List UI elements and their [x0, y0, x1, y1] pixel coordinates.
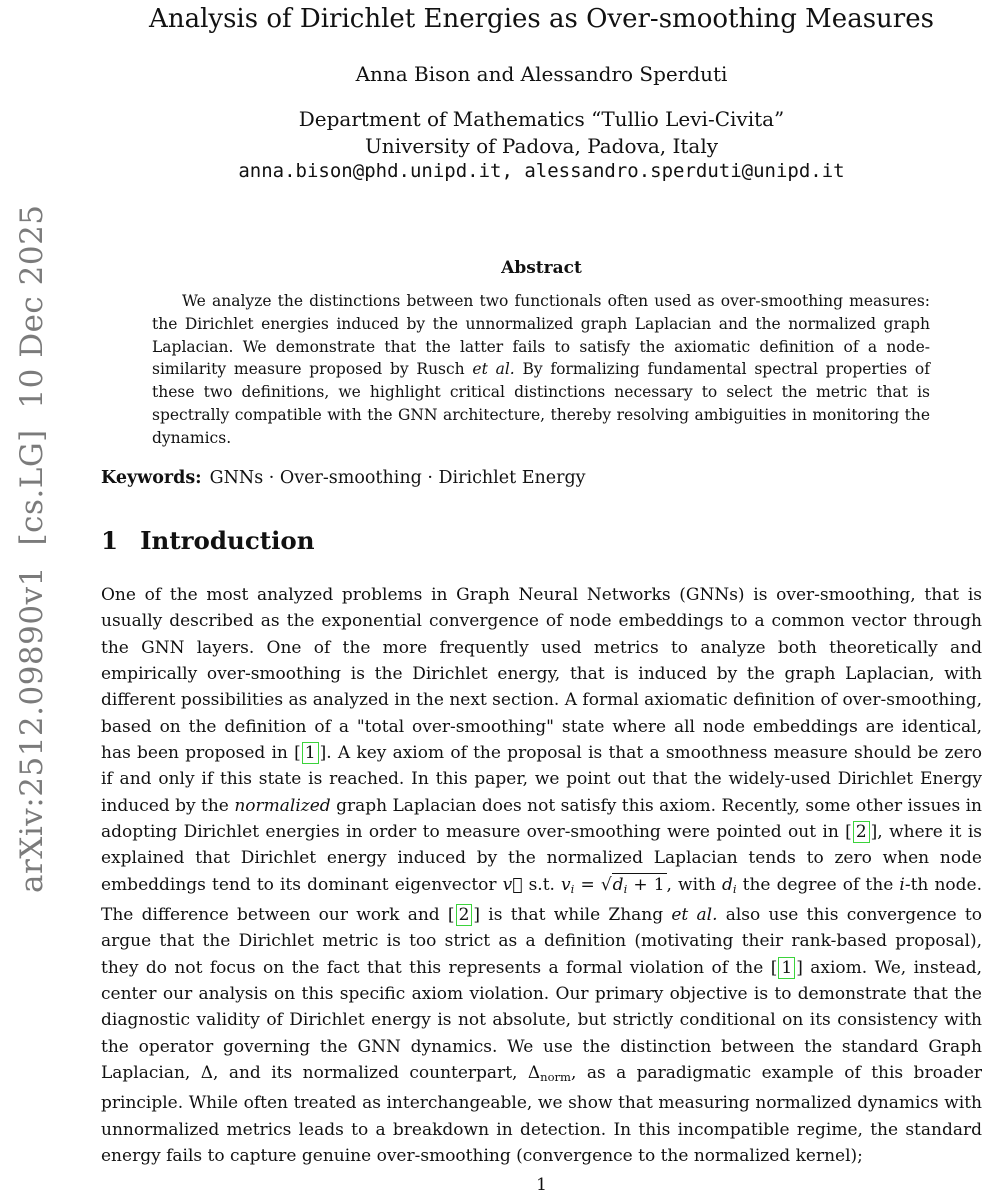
authors-line: Anna Bison and Alessandro Sperduti — [355, 62, 728, 86]
keywords-line — [101, 468, 982, 488]
citation-ref-1[interactable]: 1 — [778, 957, 795, 979]
abstract-text: We analyze the distinctions between two functionals often used as over-smoothing measures: the Dirichlet energies induced by the unnormalized graph Laplacian and the normalized graph Laplacian. We demonstrate that the latter fails to satisfy the axiomatic definition of a node-similarity measure proposed by Rusch et al. By formalizing fundamental spectral properties of these two definitions, we highlight critical distinctions necessary to select the metric that is spectrally compatible with the GNN architecture, thereby resolving ambiguities in monitoring the dynamics. — [152, 292, 930, 447]
citation-ref-2[interactable]: 2 — [456, 904, 473, 926]
keywords-text: GNNs · Over-smoothing · Dirichlet Energy — [209, 468, 586, 488]
affiliation-line-1: Department of Mathematics “Tullio Levi-Civita” — [298, 107, 785, 131]
arxiv-watermark: arXiv:2512.09890v1 [cs.LG] 10 Dec 2025 — [14, 204, 50, 893]
section-heading-introduction — [101, 526, 982, 555]
introduction-paragraph: One of the most analyzed problems in Graph Neural Networks (GNNs) is over-smoothing, that is usually described as the exponential convergence of node embeddings to a common vector through the GNN layers. One of the more frequently used metrics to analyze both theoretically and empirically over-smoothing is the Dirichlet energy, that is induced by the graph Laplacian, with different possibilities as analyzed in the next section. A formal axiomatic definition of over-smoothing, based on the definition of a "total over-smoothing" state where all node embeddings are identical, has been proposed in [ 1 ]. A key axiom of the proposal is that a smoothness measure should be zero if and only if this state is reached. In this paper, we point out that the widely-used Dirichlet Energy induced by the normalized graph Laplacian does not satisfy this axiom. Recently, some other issues in adopting Dirichlet energies in order to measure over-smoothing were pointed out in [ 2 ], where it is explained that Dirichlet energy induced by the normalized Laplacian tends to zero when node embeddings tend to its dominant eigenvector v⃗ s.t. vi = √di + 1 , with di the degree of the i-th node. The difference between our work and [ 2 ] is that while Zhang et al. also use this convergence to argue that the Dirichlet metric is too strict as a definition (motivating their rank-based proposal), they do not focus on the fact that this represents a formal violation of the [ 1 ] axiom. We, instead, center our analysis on this specific axiom violation. Our primary objective is to demonstrate that the diagnostic validity of Dirichlet energy is not absolute, but strictly conditional on its consistency with the operator governing the GNN dynamics. We use the distinction between the standard Graph Laplacian, Δ, and its normalized counterpart, Δnorm, as a paradigmatic example of this broader principle. While often treated as interchangeable, we show that measuring normalized dynamics with unnormalized metrics leads to a breakdown in detection. In this incompatible regime, the standard energy fails to capture genuine over-smoothing (convergence to the normalized kernel); — [101, 585, 983, 1166]
section-number: 1 — [101, 526, 119, 555]
abstract-heading: Abstract — [501, 258, 582, 278]
author-emails: anna.bison@phd.unipd.it, alessandro.sperduti@unipd.it — [238, 160, 845, 182]
section-title: Introduction — [140, 526, 315, 555]
sqrt-expression: √di + 1 — [600, 874, 665, 896]
citation-ref-1[interactable]: 1 — [302, 742, 319, 764]
affiliation-line-2: University of Padova, Padova, Italy — [364, 134, 719, 158]
keywords-label: Keywords: — [101, 468, 202, 488]
citation-ref-2[interactable]: 2 — [853, 821, 870, 843]
paper-title: Analysis of Dirichlet Energies as Over-smoothing Measures — [149, 4, 934, 34]
page-number: 1 — [536, 1175, 547, 1195]
